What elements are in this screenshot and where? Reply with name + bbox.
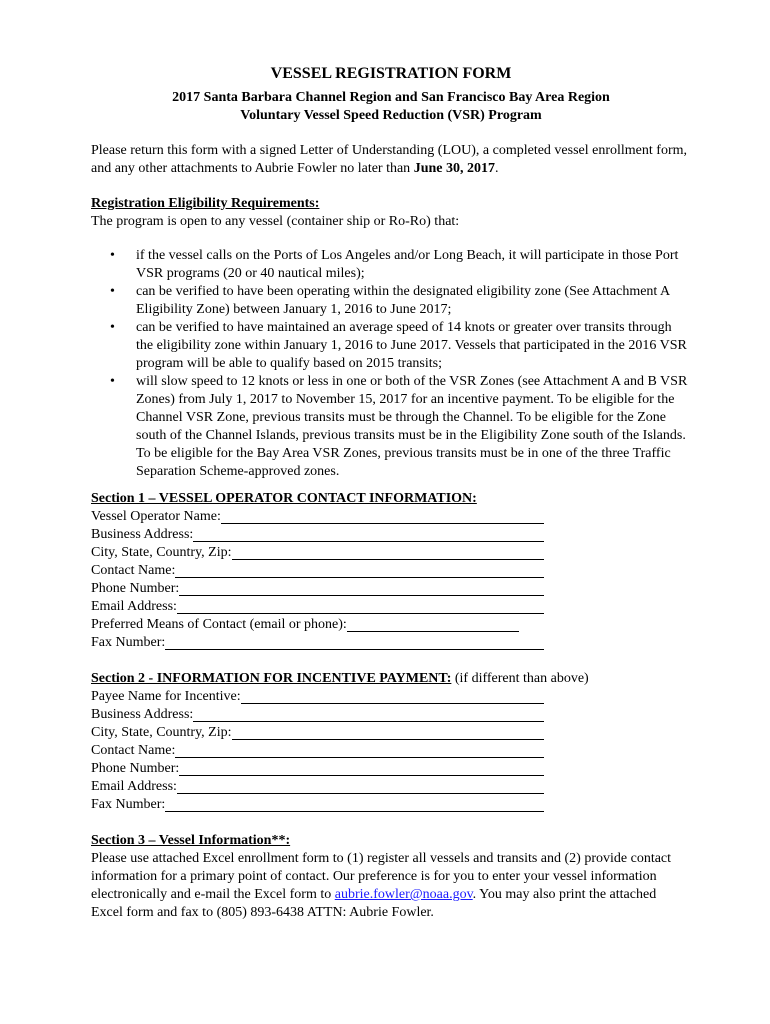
eligibility-lead: The program is open to any vessel (container ship or Ro-Ro) that: [91, 214, 460, 229]
field-label: City, State, Country, Zip: [91, 725, 232, 740]
intro-paragraph [91, 142, 691, 178]
fill-line[interactable] [177, 779, 544, 794]
section-1-heading: Section 1 – VESSEL OPERATOR CONTACT INFORMATION: [91, 491, 477, 506]
eligibility-block [91, 195, 691, 481]
section-2-heading: Section 2 - INFORMATION FOR INCENTIVE PAYMENT: [91, 671, 452, 686]
contact-name-field[interactable] [91, 742, 544, 760]
vessel-operator-name-field[interactable] [91, 508, 544, 526]
field-label: Email Address: [91, 599, 177, 614]
list-item: • will slow speed to 12 knots or less in one or both of the VSR Zones (see Attachment A and B VSR Zones) from July 1, 2017 to November 15, 2017 for an incentive payment. To be eligible for the Channel VSR Zone, previous transits must be through the Channel. To be eligible for the Zone south of the Channel Islands, previous transits must be in the Eligibility Zone south of the Islands. To be eligible for the Bay Area VSR Zones, previous transits must be in one of the three Traffic Separation Scheme-approved zones. [136, 373, 691, 481]
section-2 [91, 670, 691, 814]
list-item: • can be verified to have maintained an average speed of 14 knots or greater over transits through the eligibility zone within January 1, 2016 to June 2017. Vessels that participated in the 2016 VSR program will be able to qualify based on 2015 transits; [136, 319, 691, 373]
city-state-country-zip-field[interactable] [91, 544, 544, 562]
section-2-heading-note: (if different than above) [451, 671, 589, 686]
fill-line[interactable] [179, 761, 544, 776]
fill-line[interactable] [179, 581, 544, 596]
section-3-paragraph [91, 850, 691, 922]
section-1 [91, 490, 691, 652]
email-address-field[interactable] [91, 598, 544, 616]
fill-line[interactable] [221, 509, 544, 524]
fill-line[interactable] [193, 707, 544, 722]
contact-name-field[interactable] [91, 562, 544, 580]
subtitle-line-1: 2017 Santa Barbara Channel Region and San Francisco Bay Area Region [172, 90, 610, 105]
payee-name-field[interactable] [91, 688, 544, 706]
field-label: Phone Number: [91, 581, 180, 596]
eligibility-list [91, 247, 691, 481]
field-label: Contact Name: [91, 743, 176, 758]
field-label: City, State, Country, Zip: [91, 545, 232, 560]
intro-text: Please return this form with a signed Letter of Understanding (LOU), a completed vessel enrollment form, and any other attachments to Aubrie Fowler no later than [91, 143, 687, 176]
list-item: • can be verified to have been operating within the designated eligibility zone (See Attachment A Eligibility Zone) between January 1, 2016 to June 2017; [136, 283, 691, 319]
deadline-date: June 30, 2017 [413, 161, 495, 176]
fill-line[interactable] [241, 689, 544, 704]
eligibility-heading: Registration Eligibility Requirements: [91, 196, 320, 211]
fill-line[interactable] [175, 563, 544, 578]
document-content [91, 64, 691, 922]
field-label: Email Address: [91, 779, 177, 794]
fill-line[interactable] [232, 725, 544, 740]
field-label: Vessel Operator Name: [91, 509, 221, 524]
phone-number-field[interactable] [91, 760, 544, 778]
fill-line[interactable] [165, 797, 544, 812]
intro-end: . [494, 161, 499, 176]
field-label: Fax Number: [91, 797, 166, 812]
field-label: Business Address: [91, 707, 194, 722]
business-address-field[interactable] [91, 526, 544, 544]
section-3-text-before: Please use attached Excel enrollment form to (1) register all vessels and transits and (2) provide contact information for a primary point of contact. Our preference is for you to enter your vessel information electronically and e-mail the Excel form to [91, 851, 672, 902]
form-title: VESSEL REGISTRATION FORM [270, 65, 512, 82]
section-3 [91, 832, 691, 922]
fill-line[interactable] [193, 527, 544, 542]
subtitle-line-2: Voluntary Vessel Speed Reduction (VSR) Program [240, 108, 542, 123]
phone-number-field[interactable] [91, 580, 544, 598]
fax-number-field[interactable] [91, 634, 544, 652]
fill-line[interactable] [232, 545, 544, 560]
field-label: Business Address: [91, 527, 194, 542]
fill-line[interactable] [165, 635, 544, 650]
fill-line[interactable] [175, 743, 544, 758]
city-state-country-zip-field[interactable] [91, 724, 544, 742]
form-subtitle [91, 89, 691, 125]
email-link[interactable]: aubrie.fowler@noaa.gov [334, 887, 473, 902]
field-label: Preferred Means of Contact (email or phone): [91, 617, 347, 632]
fill-line[interactable] [177, 599, 544, 614]
field-label: Phone Number: [91, 761, 180, 776]
field-label: Fax Number: [91, 635, 166, 650]
email-address-field[interactable] [91, 778, 544, 796]
fax-number-field[interactable] [91, 796, 544, 814]
field-label: Contact Name: [91, 563, 176, 578]
section-3-heading: Section 3 – Vessel Information**: [91, 833, 291, 848]
business-address-field[interactable] [91, 706, 544, 724]
section-2-heading-row [91, 670, 691, 688]
list-item: • if the vessel calls on the Ports of Los Angeles and/or Long Beach, it will participate in those Port VSR programs (20 or 40 nautical miles); [136, 247, 691, 283]
field-label: Payee Name for Incentive: [91, 689, 241, 704]
fill-line[interactable] [347, 617, 519, 632]
preferred-contact-field[interactable] [91, 616, 544, 634]
section-3-text-after: . You may also print the attached Excel form and fax to (805) 893-6438 ATTN: Aubrie Fowler. [91, 887, 657, 920]
